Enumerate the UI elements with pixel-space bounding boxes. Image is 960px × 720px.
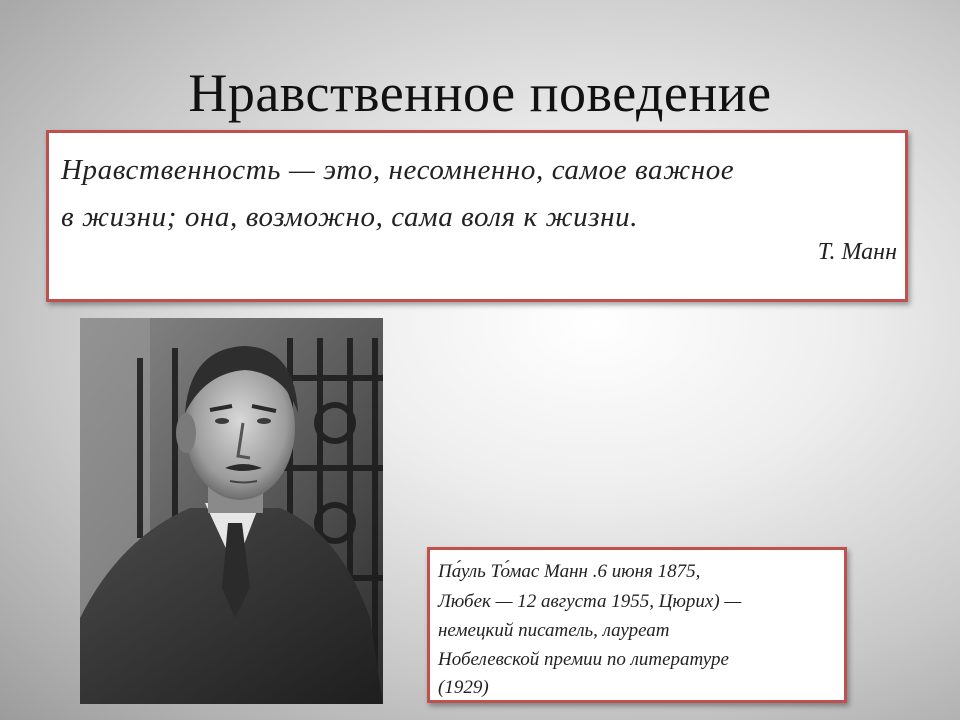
slide-title: Нравственное поведение	[188, 63, 772, 123]
bio-line: Нобелевской премии по литературе	[438, 649, 729, 670]
quote-line: в жизни; она, возможно, сама воля к жизни.	[61, 201, 639, 233]
bio-box	[427, 547, 847, 703]
quote-line: Нравственность — это, несомненно, самое важное	[61, 154, 735, 186]
bio-line: немецкий писатель, лауреат	[438, 620, 670, 641]
quote-author: Т. Манн	[817, 239, 897, 265]
portrait-photo-icon	[80, 318, 383, 704]
bio-line: Любек — 12 августа 1955, Цюрих) —	[438, 591, 742, 612]
quote-box	[46, 130, 908, 302]
portrait-photo	[80, 318, 383, 704]
bio-line: Па́уль То́мас Манн .6 июня 1875,	[438, 561, 701, 582]
bio-line: (1929)	[438, 677, 489, 698]
quote-text	[61, 147, 896, 241]
